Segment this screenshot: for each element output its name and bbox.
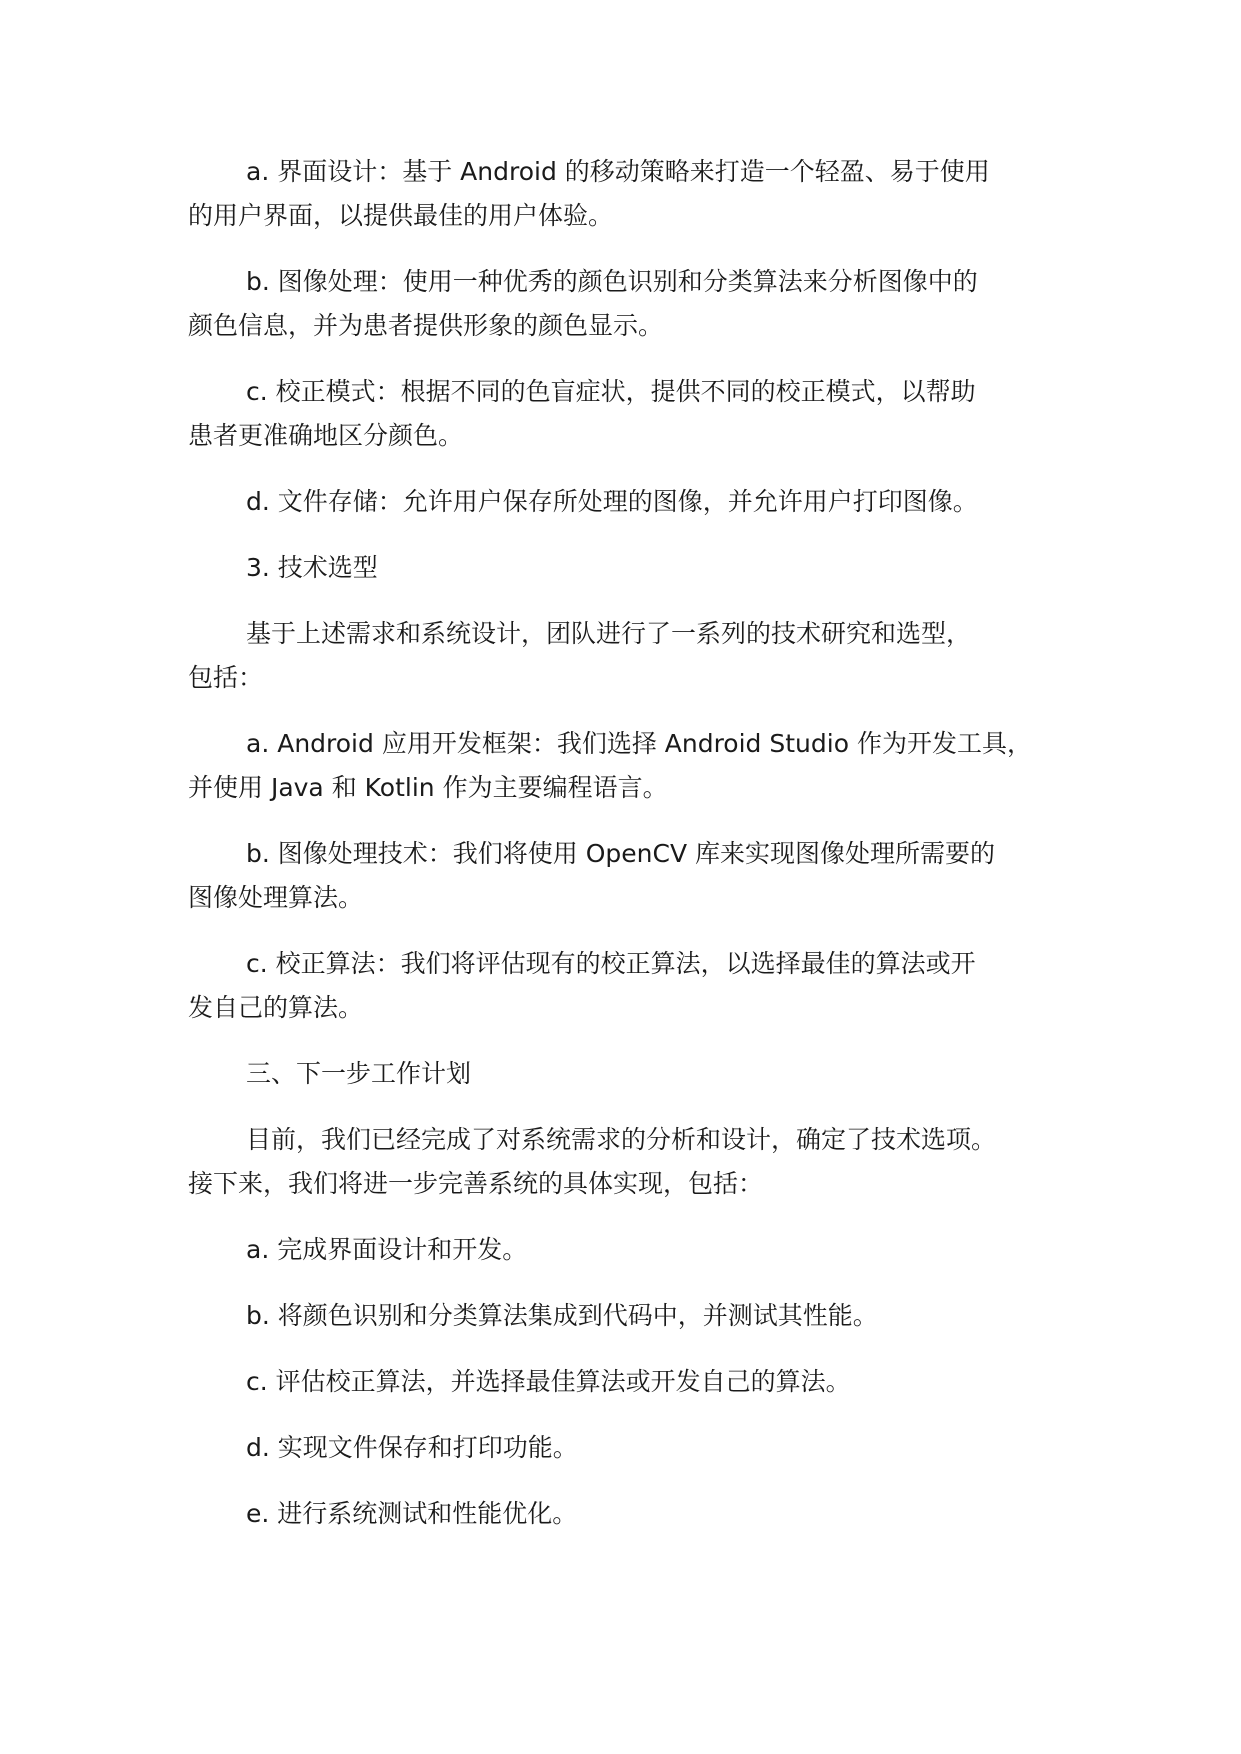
paragraph-line: 目前，我们已经完成了对系统需求的分析和设计，确定了技术选项。 (246, 1125, 997, 1154)
paragraph-correction-mode (188, 370, 1088, 458)
paragraph-line: a. 界面设计：基于 Android 的移动策略来打造一个轻盈、易于使用 (246, 157, 990, 186)
paragraph-line: c. 校正模式：根据不同的色盲症状，提供不同的校正模式，以帮助 (246, 377, 976, 406)
paragraph-line: a. 完成界面设计和开发。 (246, 1235, 528, 1264)
paragraph-tech-intro (188, 612, 1088, 700)
paragraph-file-storage (188, 480, 1088, 524)
paragraph-line: b. 图像处理：使用一种优秀的颜色识别和分类算法来分析图像中的 (246, 267, 978, 296)
document-body (188, 150, 1088, 1558)
paragraph-line: e. 进行系统测试和性能优化。 (246, 1499, 578, 1528)
paragraph-line: b. 图像处理技术：我们将使用 OpenCV 库来实现图像处理所需要的 (246, 839, 995, 868)
list-item-plan-b (188, 1294, 1088, 1338)
paragraph-correction-algorithm (188, 942, 1088, 1030)
paragraph-line: 基于上述需求和系统设计，团队进行了一系列的技术研究和选型， (246, 619, 972, 648)
paragraph-line: 颜色信息，并为患者提供形象的颜色显示。 (188, 311, 664, 340)
list-item-plan-e (188, 1492, 1088, 1536)
paragraph-line: 患者更准确地区分颜色。 (188, 421, 464, 450)
paragraph-line: c. 评估校正算法，并选择最佳算法或开发自己的算法。 (246, 1367, 851, 1396)
list-item-plan-d (188, 1426, 1088, 1470)
paragraph-line: d. 文件存储：允许用户保存所处理的图像，并允许用户打印图像。 (246, 487, 978, 516)
paragraph-line: d. 实现文件保存和打印功能。 (246, 1433, 578, 1462)
section-heading-next-steps (188, 1052, 1088, 1096)
paragraph-line: 的用户界面，以提供最佳的用户体验。 (188, 201, 614, 230)
heading-line: 三、下一步工作计划 (246, 1059, 472, 1088)
paragraph-line: 包括： (188, 663, 264, 692)
heading-line: 3. 技术选型 (246, 553, 378, 582)
list-item-plan-a (188, 1228, 1088, 1272)
paragraph-line: 图像处理算法。 (188, 883, 364, 912)
paragraph-android-framework (188, 722, 1088, 810)
paragraph-line: 发自己的算法。 (188, 993, 364, 1022)
paragraph-line: 接下来，我们将进一步完善系统的具体实现，包括： (188, 1169, 764, 1198)
paragraph-line: c. 校正算法：我们将评估现有的校正算法，以选择最佳的算法或开 (246, 949, 976, 978)
paragraph-line: b. 将颜色识别和分类算法集成到代码中，并测试其性能。 (246, 1301, 878, 1330)
paragraph-line: 并使用 Java 和 Kotlin 作为主要编程语言。 (188, 773, 668, 802)
section-heading-tech-selection (188, 546, 1088, 590)
list-item-plan-c (188, 1360, 1088, 1404)
paragraph-progress-summary (188, 1118, 1088, 1206)
paragraph-interface-design (188, 150, 1088, 238)
paragraph-line: a. Android 应用开发框架：我们选择 Android Studio 作为开发工具， (246, 729, 1032, 758)
paragraph-image-tech (188, 832, 1088, 920)
paragraph-image-processing (188, 260, 1088, 348)
